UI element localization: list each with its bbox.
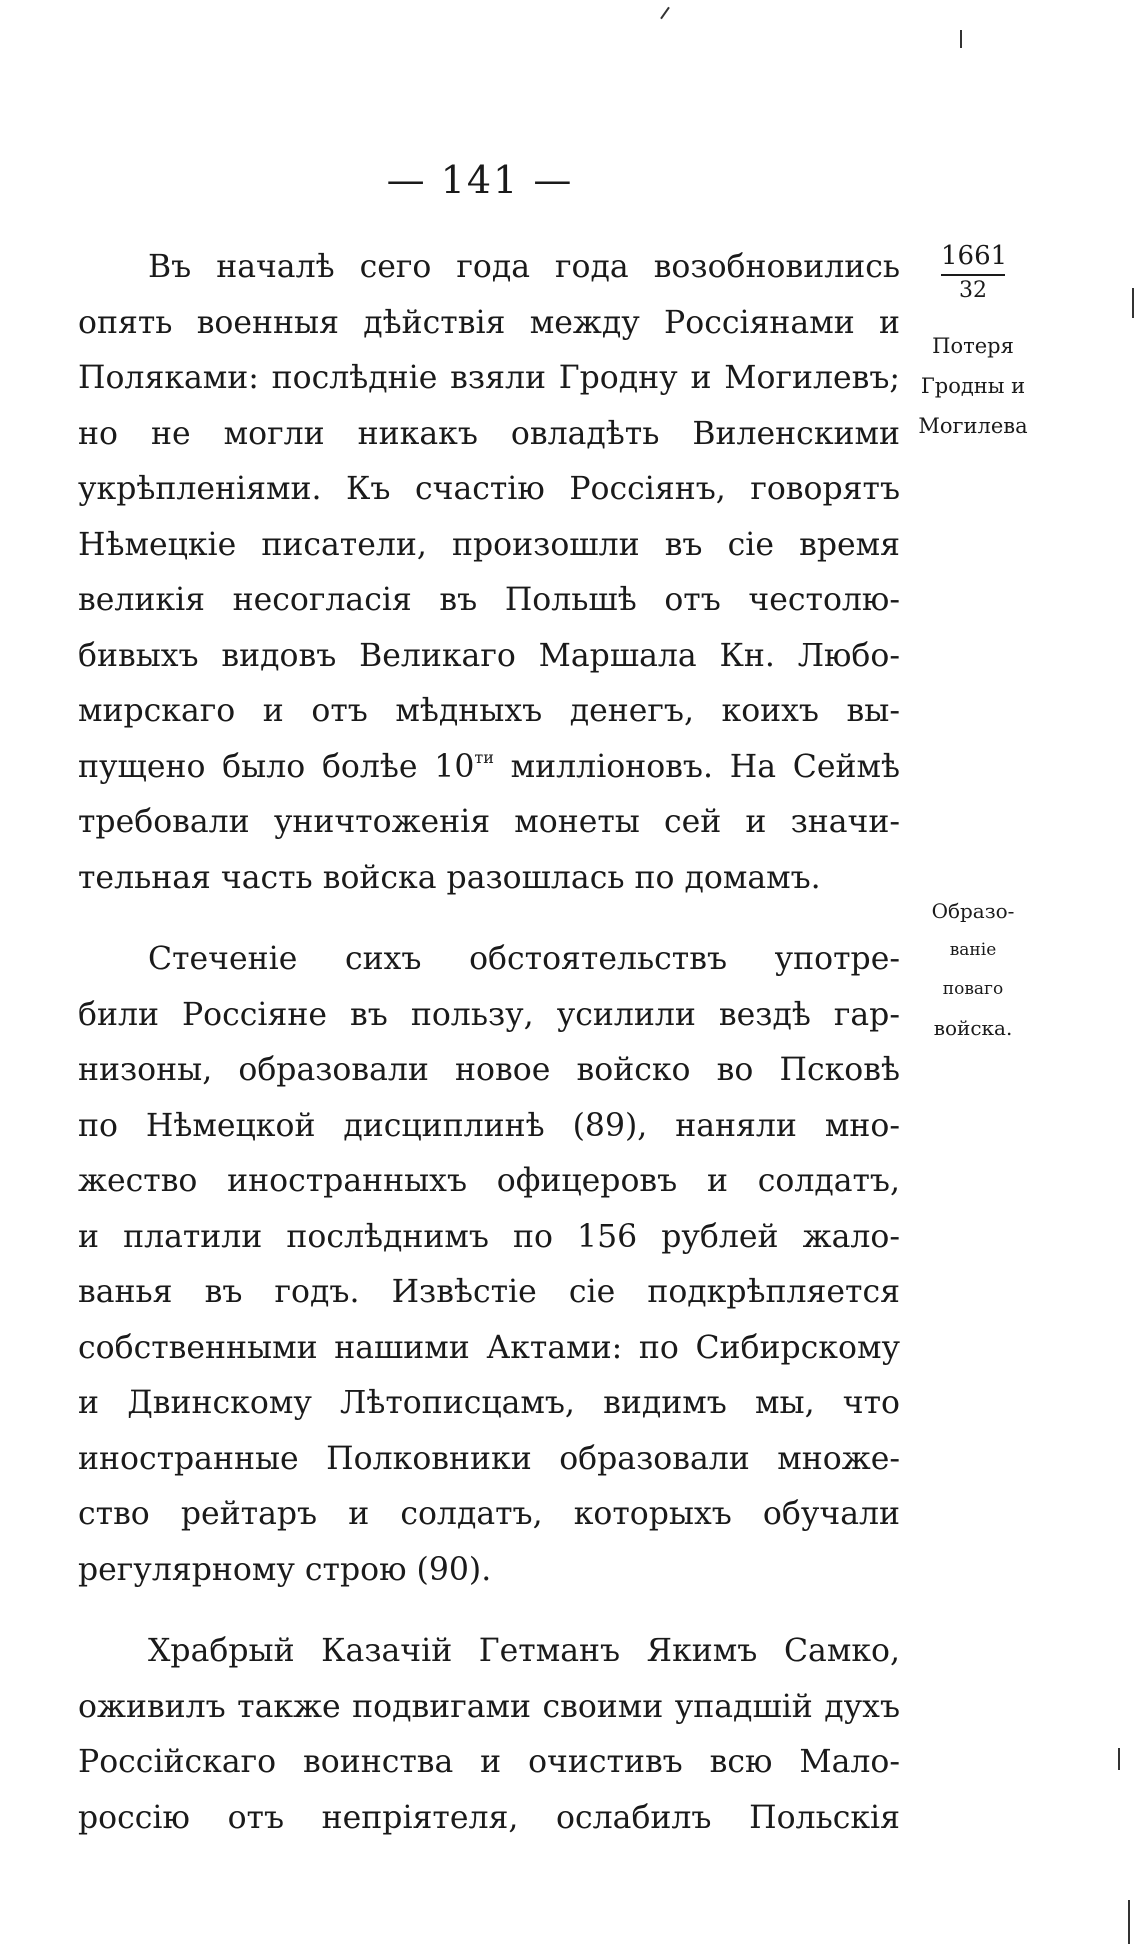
text-line: Поляками: послѣдніе взяли Гродну и Могилевъ;	[78, 360, 900, 396]
margin-note-line: Потеря	[932, 334, 1014, 358]
margin-year: 1661	[941, 238, 1005, 276]
margin-note-line: Гродны и	[920, 374, 1026, 398]
text-line: и Двинскому Лѣтописцамъ, видимъ мы, что	[78, 1385, 900, 1421]
margin-note-line: поваго	[942, 979, 1004, 999]
text-line: низоны, образовали новое войско во Псковѣ	[78, 1052, 900, 1088]
paragraph-3	[78, 1624, 900, 1846]
margin-day: 32	[959, 278, 987, 303]
page-number: — 141 —	[386, 158, 574, 202]
text-line: укрѣпленіями. Къ счастію Россіянъ, говорятъ	[78, 471, 900, 507]
scan-mark	[960, 30, 962, 48]
text-line: ванья въ годъ. Извѣстіе сіе подкрѣпляется	[78, 1274, 900, 1310]
superscript: ти	[474, 747, 494, 767]
text-line: ство рейтаръ и солдатъ, которыхъ обучали	[78, 1496, 900, 1532]
text-line: требовали уничтоженія монеты сей и значи-	[78, 804, 900, 840]
scan-mark	[660, 7, 670, 20]
text-line: мирскаго и отъ мѣдныхъ денегъ, коихъ вы-	[78, 693, 900, 729]
margin-note-line: Могилева	[918, 414, 1028, 438]
text-line: пущено было болѣе $10^{ти}$ миллioновъ. На Сеймѣ	[78, 747, 900, 785]
text-line: иностранные Полковники образовали множе-	[78, 1440, 900, 1477]
scan-mark	[1132, 288, 1134, 318]
text-line: регулярному строю (90).	[78, 1551, 492, 1588]
paragraph-2	[78, 932, 900, 1598]
margin-note-loss	[908, 326, 1038, 446]
paragraph-1	[78, 240, 900, 906]
text-line: били Россіяне въ пользу, усилили вездѣ гар-	[78, 996, 900, 1033]
text-line: Нѣмецкіе писатели, произошли въ сіе время	[78, 526, 900, 563]
margin-note-army	[908, 892, 1038, 1048]
text-line: россію отъ непріятеля, ослабилъ Польскія	[78, 1799, 900, 1836]
margin-note-line: ваніе	[949, 940, 997, 960]
text-line: оживилъ также подвигами своими упадшій духъ	[78, 1688, 900, 1725]
scan-mark	[1118, 1748, 1120, 1770]
text-line: Россійскаго воинства и очистивъ всю Мало-	[78, 1744, 900, 1780]
text-line: жество иностранныхъ офицеровъ и солдатъ,	[78, 1163, 900, 1199]
text-line: и платили послѣднимъ по 156 рублей жало-	[78, 1218, 900, 1255]
body-text	[78, 240, 900, 1846]
text-line: Стеченіе сихъ обстоятельствъ употре-	[148, 941, 900, 977]
margin-note-line: войска.	[933, 1016, 1013, 1040]
text-line: бивыхъ видовъ Великаго Маршала Кн. Любо-	[78, 637, 900, 674]
text-line: Въ началѣ сего года года возобновились	[148, 249, 900, 285]
text-line: Храбрый Казачій Гетманъ Якимъ Самко,	[148, 1633, 900, 1669]
text-line: опять военныя дѣйствія между Россіянами и	[78, 304, 900, 341]
margin-note-line: Образо-	[931, 899, 1015, 923]
text-line: по Нѣмецкой дисциплинѣ (89), наняли мно-	[78, 1107, 900, 1144]
scan-mark	[1128, 1900, 1130, 1944]
text-line: но не могли никакъ овладѣть Виленскими	[78, 415, 900, 452]
margin-date	[908, 238, 1038, 306]
text-line: тельная часть войска разошлась по домамъ.	[78, 859, 821, 896]
text-line: собственными нашими Актами: по Сибирскому	[78, 1329, 900, 1366]
text-line: великія несогласія въ Польшѣ отъ честолю-	[78, 582, 900, 618]
